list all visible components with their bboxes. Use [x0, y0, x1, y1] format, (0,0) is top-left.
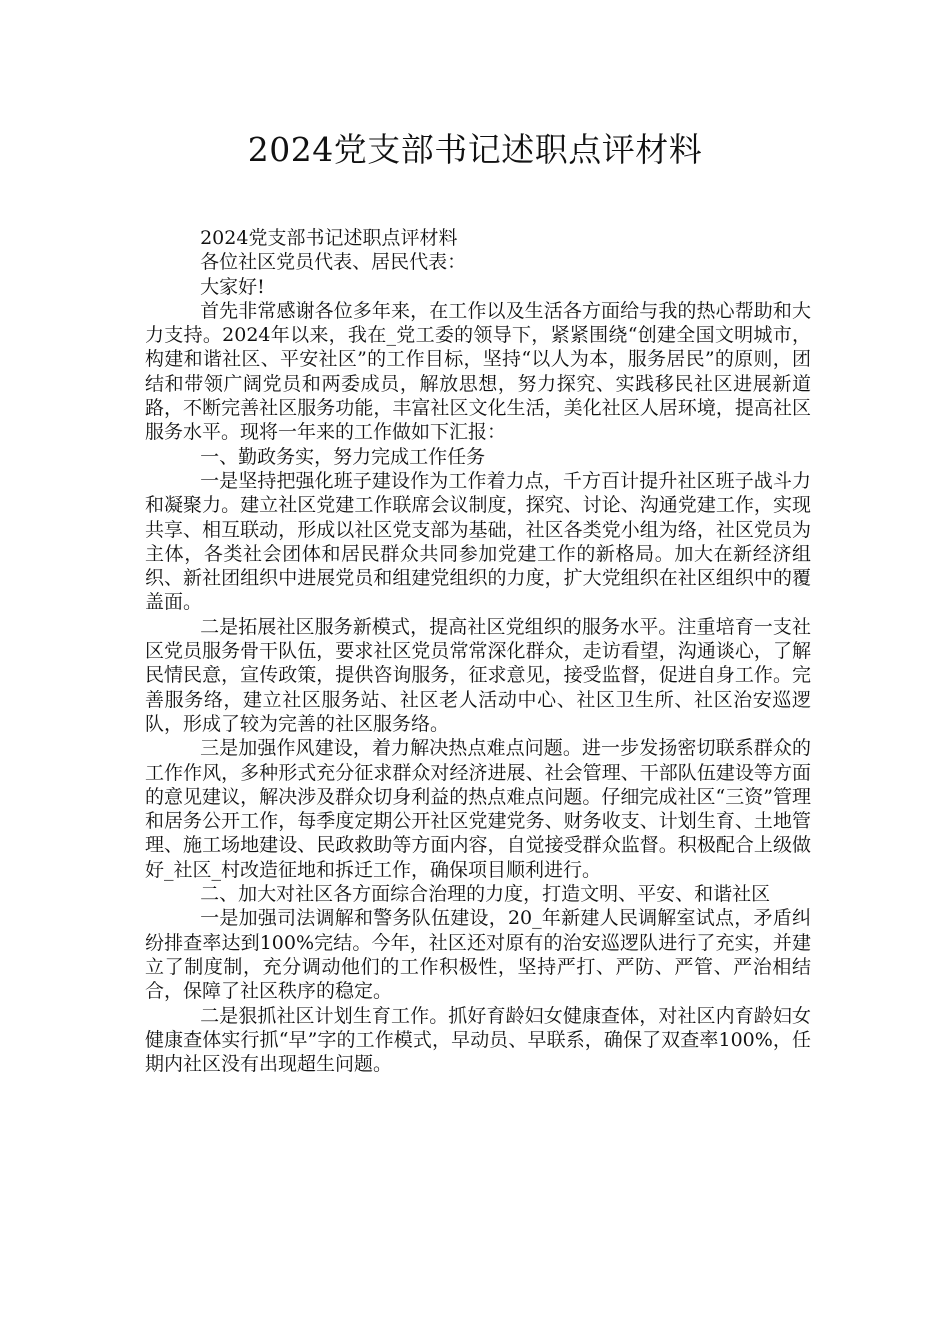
paragraph-team-building: 一是坚持把强化班子建设作为工作着力点，千方百计提升社区班子战斗力和凝聚力。建立社区党建工作联席会议制度，探究、讨论、沟通党建工作，实现共享、相互联动，形成以社区党支部为基础，社区各类党小组为络，社区党员为主体，各类社会团体和居民群众共同参加党建工作的新格局。加大在新经济组织、新社团组织中进展党员和组建党组织的力度，扩大党组织在社区组织中的覆盖面。: [145, 469, 811, 614]
paragraph-introduction: 首先非常感谢各位多年来，在工作以及生活各方面给与我的热心帮助和大力支持。2024年以来，我在_党工委的领导下，紧紧围绕“创建全国文明城市，构建和谐社区、平安社区”的工作目标，坚持“以人为本，服务居民”的原则，团结和带领广阔党员和两委成员，解放思想，努力探究、实践移民社区进展新道路，不断完善社区服务功能，丰富社区文化生活，美化社区人居环境，提高社区服务水平。现将一年来的工作做如下汇报：: [145, 299, 811, 444]
paragraph-work-style: 三是加强作风建设，着力解决热点难点问题。进一步发扬密切联系群众的工作作风，多种形式充分征求群众对经济进展、社会管理、干部队伍建设等方面的意见建议，解决涉及群众切身利益的热点难点问题。仔细完成社区“三资”管理和居务公开工作，每季度定期公开社区党建党务、财务收支、计划生育、土地管理、施工场地建设、民政救助等方面内容，自觉接受群众监督。积极配合上级做好_社区_村改造征地和拆迁工作，确保项目顺利进行。: [145, 737, 811, 881]
document-title: 2024党支部书记述职点评材料: [247, 130, 703, 169]
paragraph-heading-repeat: 2024党支部书记述职点评材料: [200, 227, 458, 249]
section-heading-2: 二、加大对社区各方面综合治理的力度，打造文明、平安、和谐社区: [200, 883, 771, 906]
section-heading-1: 一、勤政务实，努力完成工作任务: [200, 445, 486, 468]
paragraph-salutation: 各位社区党员代表、居民代表：: [200, 251, 467, 274]
paragraph-family-planning: 二是狠抓社区计划生育工作。抓好育龄妇女健康查体，对社区内育龄妇女健康查体实行抓“早”字的工作模式，早动员、早联系，确保了双查率100%，任期内社区没有出现超生问题。: [145, 1004, 811, 1076]
paragraph-greeting: 大家好!: [200, 275, 265, 298]
paragraph-mediation: 一是加强司法调解和警务队伍建设，20_年新建人民调解室试点，矛盾纠纷排查率达到100%完结。今年，社区还对原有的治安巡逻队进行了充实，并建立了制度制，充分调动他们的工作积极性，坚持严打、严防、严管、严治相结合，保障了社区秩序的稳定。: [145, 907, 811, 1003]
document-body: [145, 226, 811, 1076]
paragraph-service-model: 二是拓展社区服务新模式，提高社区党组织的服务水平。注重培育一支社区党员服务骨干队伍，要求社区党员常常深化群众，走访看望，沟通谈心，了解民情民意，宣传政策，提供咨询服务，征求意见，接受监督，促进自身工作。完善服务络，建立社区服务站、社区老人活动中心、社区卫生所、社区治安巡逻队，形成了较为完善的社区服务络。: [145, 615, 811, 735]
